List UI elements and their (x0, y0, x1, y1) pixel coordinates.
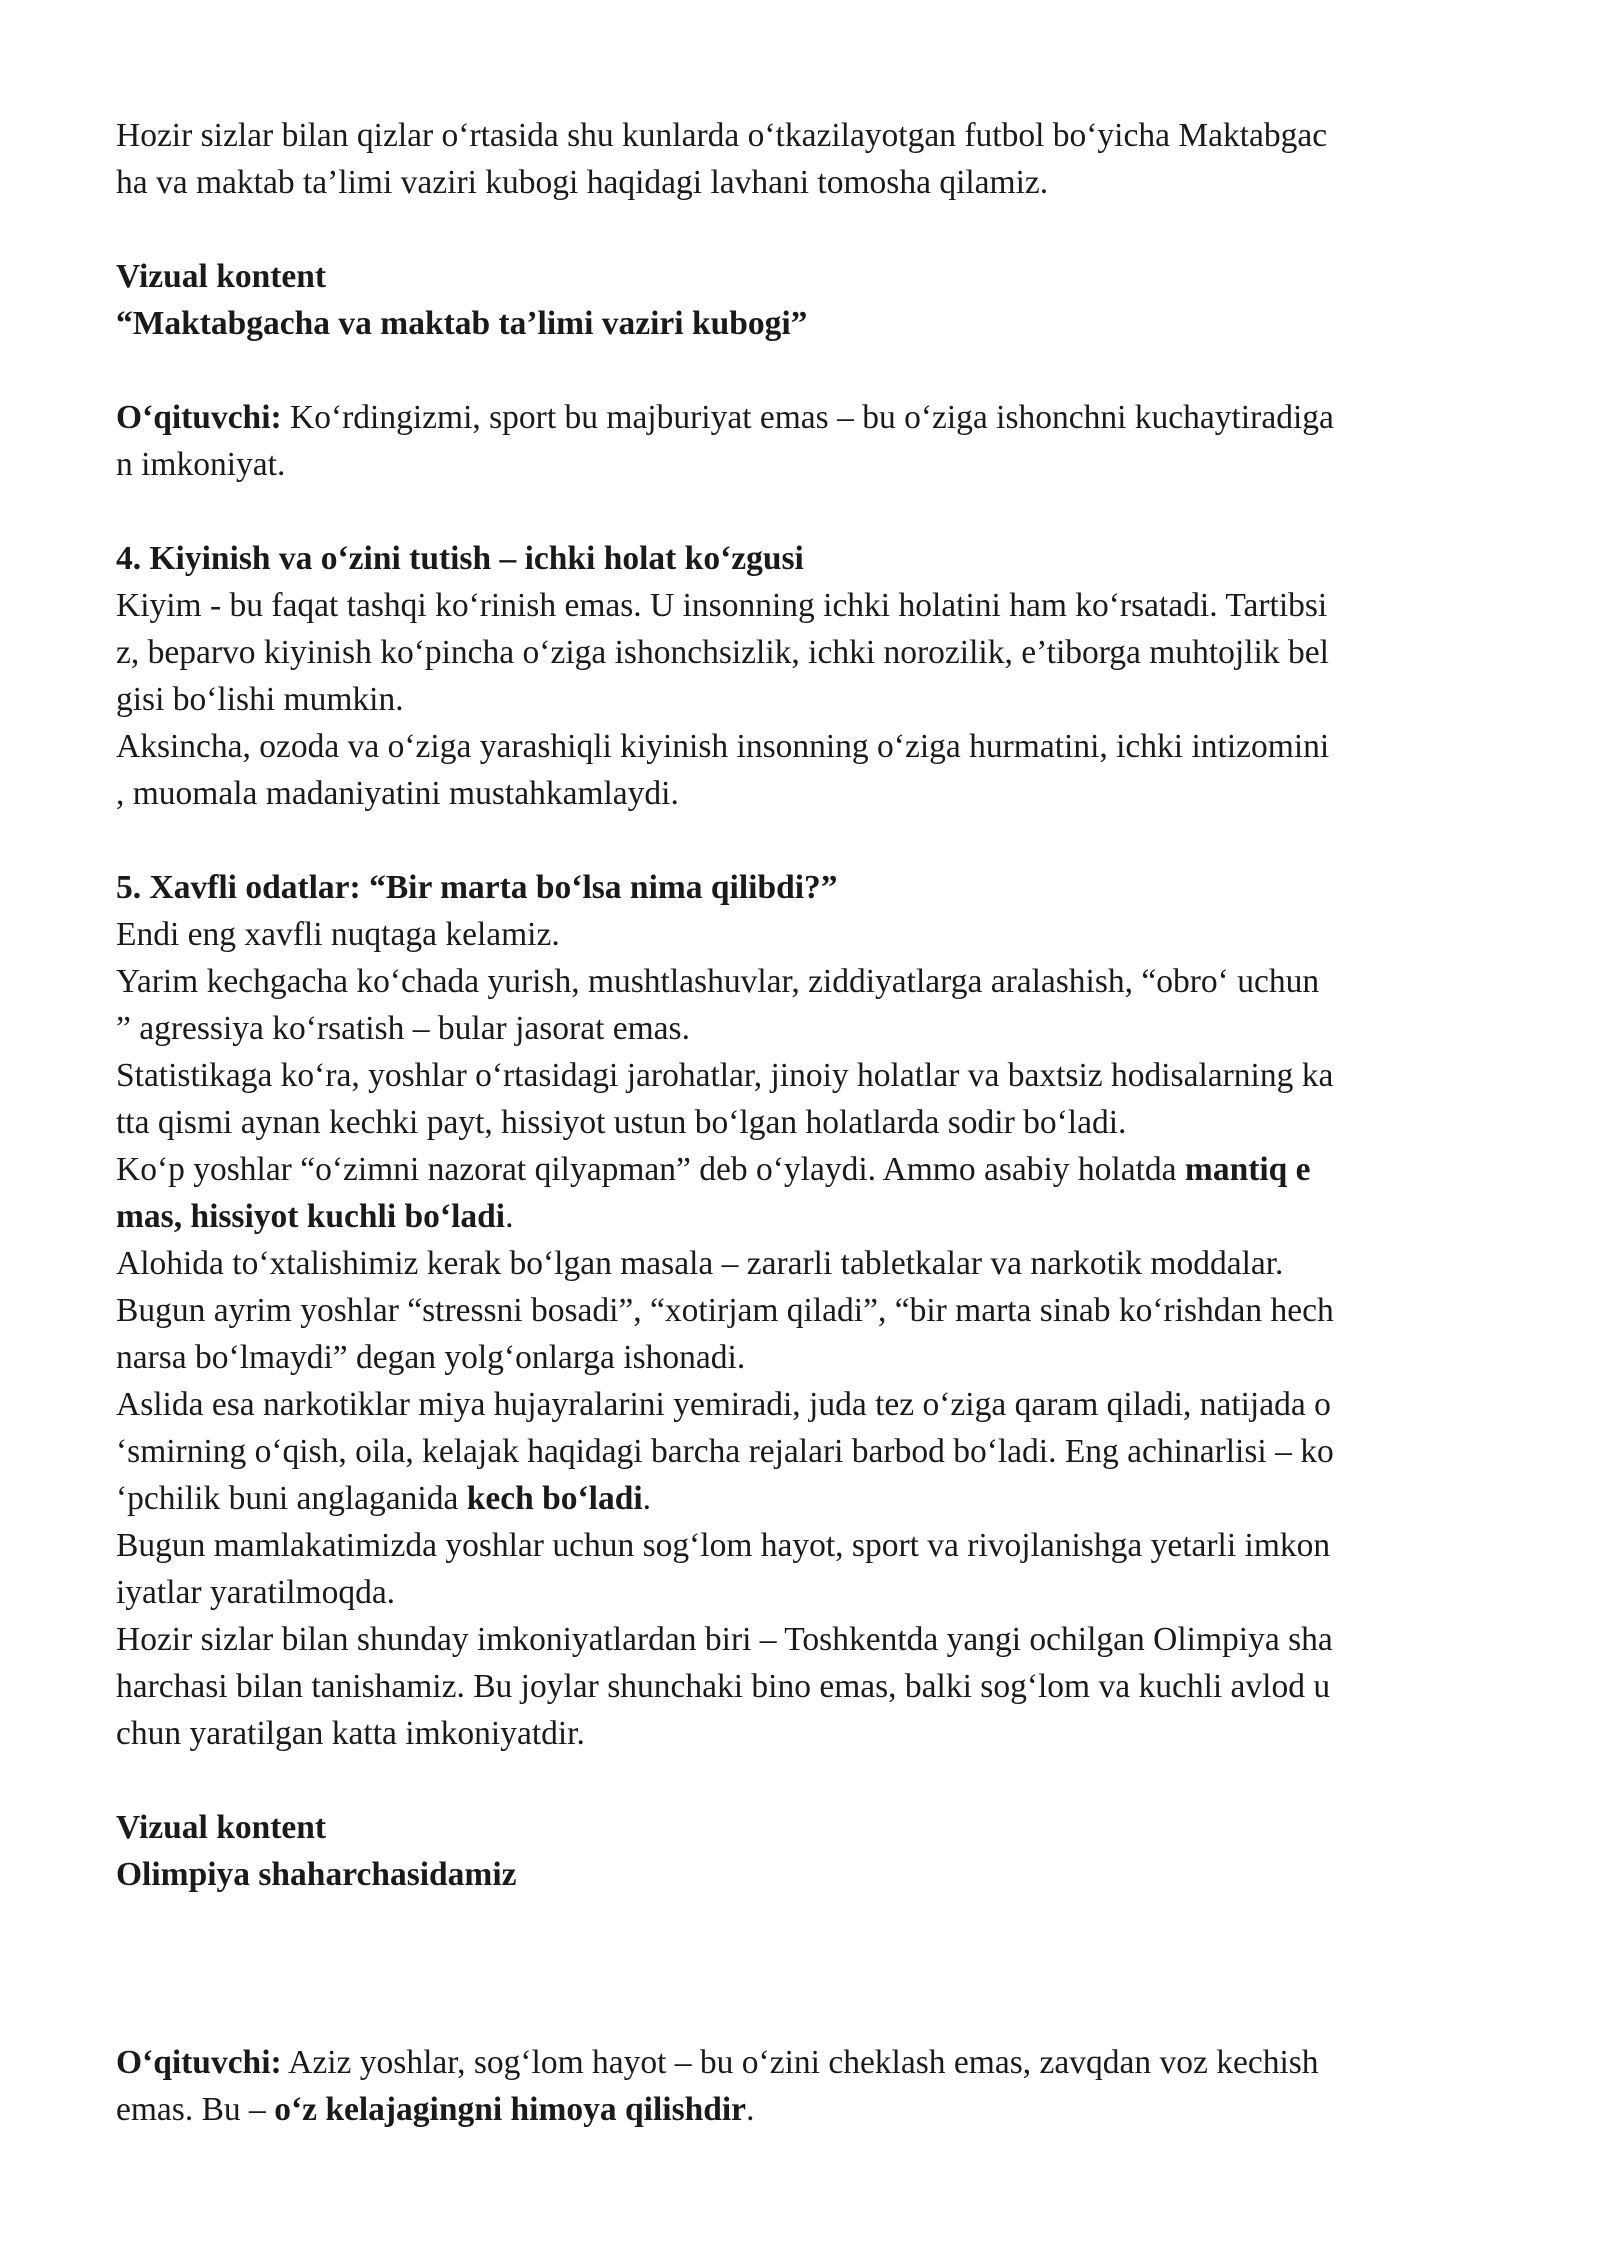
spacer (116, 347, 1501, 394)
teacher-remark-text: Ko‘rdingizmi, sport bu majburiyat emas – bu o‘ziga ishonchni kuchaytiradiga n imkoniyat. (116, 399, 1334, 483)
section-paragraph (116, 1381, 1501, 1522)
emphasis-text: o‘z kelajagingni himoya qilishdir (274, 2091, 747, 2128)
document-page (116, 112, 1501, 2133)
section-paragraph: Hozir sizlar bilan shunday imkoniyatlardan biri – Toshkentda yangi ochilgan Olimpiya sha harchasi bilan tanishamiz. Bu joylar shunchaki bino emas, balki sog‘lom va kuchli avlod u chun yaratilgan katta imkoniyatdir. (116, 1621, 1333, 1752)
paragraph-text: . (505, 1198, 514, 1235)
speaker-label: O‘qituvchi: (116, 2044, 282, 2081)
section-paragraph: Yarim kechgacha ko‘chada yurish, mushtlashuvlar, ziddiyatlarga aralashish, “obro‘ uchun ” agressiya ko‘rsatish – bular jasorat emas. (116, 963, 1320, 1047)
section-paragraph: Endi eng xavfli nuqtaga kelamiz. (116, 916, 560, 953)
intro-paragraph: Hozir sizlar bilan qizlar o‘rtasida shu kunlarda o‘tkazilayotgan futbol bo‘yicha Maktabgac ha va maktab ta’limi vaziri kubogi haqidagi lavhani tomosha qilamiz. (116, 117, 1328, 201)
section-paragraph: Aksincha, ozoda va o‘ziga yarashiqli kiyinish insonning o‘ziga hurmatini, ichki intizomini , muomala madaniyatini mustahkamlaydi. (116, 728, 1330, 812)
teacher-remark (116, 2039, 1501, 2133)
visual-content-label: Vizual kontent (116, 258, 327, 295)
emphasis-text: mantiq e mas, hissiyot kuchli bo‘ladi (116, 1151, 1311, 1235)
paragraph-text: Aslida esa narkotiklar miya hujayralarini yemiradi, juda tez o‘ziga qaram qiladi, natijada o ‘smirning o‘qish, oila, kelajak haqidagi barcha rejalari barbod bo‘ladi. Eng achinarlisi – ko ‘pchilik buni anglaganida (116, 1386, 1334, 1517)
teacher-remark (116, 394, 1501, 488)
section-heading: 4. Kiyinish va o‘zini tutish – ichki holat ko‘zgusi (116, 540, 804, 577)
section-heading: 5. Xavfli odatlar: “Bir marta bo‘lsa nima qilibdi?” (116, 869, 838, 906)
paragraph-text: Ko‘p yoshlar “o‘zimni nazorat qilyapman” deb o‘ylaydi. Ammo asabiy holatda (116, 1151, 1185, 1188)
section-paragraph: Bugun ayrim yoshlar “stressni bosadi”, “xotirjam qiladi”, “bir marta sinab ko‘rishdan hech narsa bo‘lmaydi” degan yolg‘onlarga ishonadi. (116, 1292, 1334, 1376)
visual-content-label: Vizual kontent (116, 1809, 327, 1846)
section-paragraph (116, 1146, 1501, 1240)
section-paragraph: Bugun mamlakatimizda yoshlar uchun sog‘lom hayot, sport va rivojlanishga yetarli imkon iyatlar yaratilmoqda. (116, 1527, 1331, 1611)
speaker-label: O‘qituvchi: (116, 399, 282, 436)
teacher-remark-text: Aziz yoshlar, sog‘lom hayot – bu o‘zini cheklash emas, zavqdan voz kechish emas. Bu – (116, 2044, 1319, 2128)
spacer (116, 1898, 1501, 2039)
emphasis-text: kech bo‘ladi (466, 1480, 643, 1517)
visual-content-title: Olimpiya shaharchasidamiz (116, 1856, 517, 1893)
spacer (116, 817, 1501, 864)
section-paragraph: Kiyim - bu faqat tashqi ko‘rinish emas. U insonning ichki holatini ham ko‘rsatadi. Tartibsi z, beparvo kiyinish ko‘pincha o‘ziga ishonchsizlik, ichki norozilik, e’tiborga muhtojlik bel gisi bo‘lishi mumkin. (116, 587, 1329, 718)
spacer (116, 1757, 1501, 1804)
section-paragraph: Alohida to‘xtalishimiz kerak bo‘lgan masala – zararli tabletkalar va narkotik moddalar. (116, 1245, 1284, 1282)
spacer (116, 206, 1501, 253)
visual-content-title: “Maktabgacha va maktab ta’limi vaziri kubogi” (116, 305, 808, 342)
paragraph-text: . (746, 2091, 755, 2128)
section-paragraph: Statistikaga ko‘ra, yoshlar o‘rtasidagi jarohatlar, jinoiy holatlar va baxtsiz hodisalarning ka tta qismi aynan kechki payt, hissiyot ustun bo‘lgan holatlarda sodir bo‘ladi. (116, 1057, 1334, 1141)
spacer (116, 488, 1501, 535)
paragraph-text: . (642, 1480, 652, 1517)
